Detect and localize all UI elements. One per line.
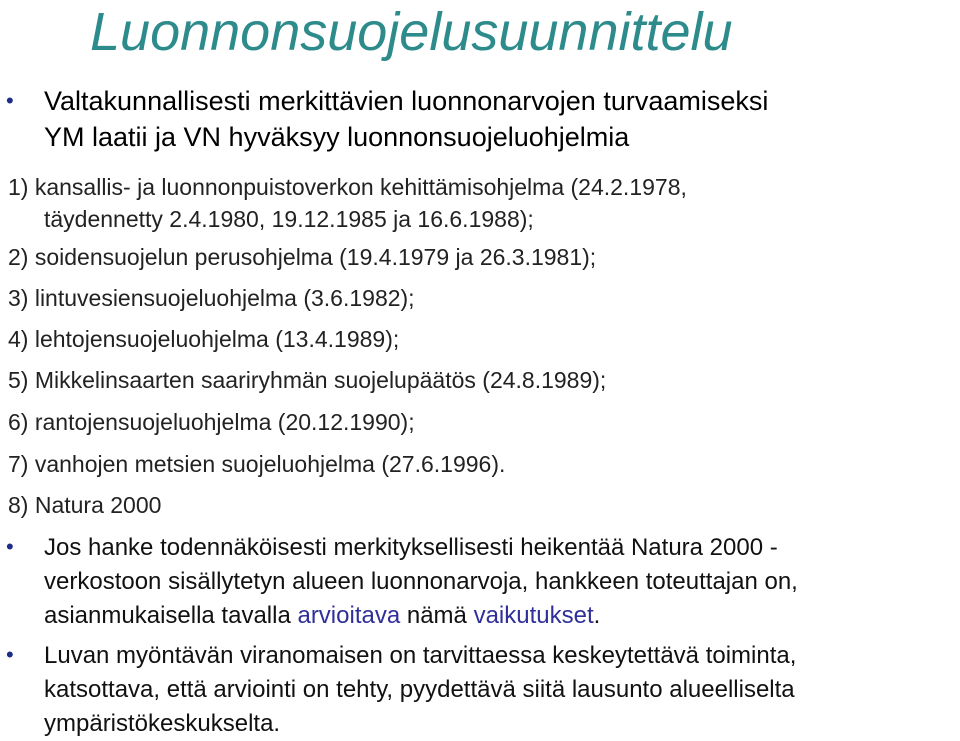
highlight-text: vaikutukset: [473, 602, 594, 629]
bullet-icon: •: [6, 88, 14, 113]
bullet-text-line: Valtakunnallisesti merkittävien luonnonarvojen turvaamiseksi: [44, 86, 769, 116]
text-segment: asianmukaisella tavalla: [44, 602, 298, 629]
text-segment: .: [593, 602, 601, 629]
highlight-text: arvioitava: [297, 602, 401, 629]
bullet-icon: •: [6, 534, 14, 559]
program-item: 7) vanhojen metsien suojeluohjelma (27.6.1996).: [8, 451, 506, 477]
bullet-national-programs: [6, 83, 954, 155]
bullet-text-line: YM laatii ja VN hyväksyy luonnonsuojeluohjelmia: [44, 122, 630, 152]
program-item: 2) soidensuojelun perusohjelma (19.4.1979 ja 26.3.1981);: [8, 244, 597, 270]
bullet-natura-assessment: [6, 531, 956, 633]
bullet-permit-authority: [6, 639, 956, 741]
bullet-icon: •: [6, 642, 14, 667]
bullet-text-line: Luvan myöntävän viranomaisen on tarvittaessa keskeytettävä toiminta,: [44, 642, 797, 669]
program-item: 8) Natura 2000: [8, 492, 162, 518]
program-item: 5) Mikkelinsaarten saariryhmän suojelupäätös (24.8.1989);: [8, 367, 607, 393]
bullet-text-line: [44, 599, 956, 633]
bullet-text-line: ympäristökeskukselta.: [44, 710, 281, 737]
text-segment: nämä: [400, 602, 474, 629]
program-item: 1) kansallis- ja luonnonpuistoverkon kehittämisohjelma (24.2.1978,: [8, 174, 687, 200]
bullet-text-line: Jos hanke todennäköisesti merkityksellisesti heikentää Natura 2000 -: [44, 534, 778, 561]
slide-title: Luonnonsuojelusuunnittelu: [90, 2, 733, 62]
program-item: 4) lehtojensuojeluohjelma (13.4.1989);: [8, 326, 400, 352]
bullet-text-line: verkostoon sisällytetyn alueen luonnonarvoja, hankkeen toteuttajan on,: [44, 568, 798, 595]
bullet-text-line: katsottava, että arviointi on tehty, pyydettävä siitä lausunto alueelliselta: [44, 676, 795, 703]
program-item: 3) lintuvesiensuojeluohjelma (3.6.1982);: [8, 285, 415, 311]
program-item: 6) rantojensuojeluohjelma (20.12.1990);: [8, 409, 415, 435]
program-item-continued: täydennetty 2.4.1980, 19.12.1985 ja 16.6.1988);: [44, 206, 534, 232]
